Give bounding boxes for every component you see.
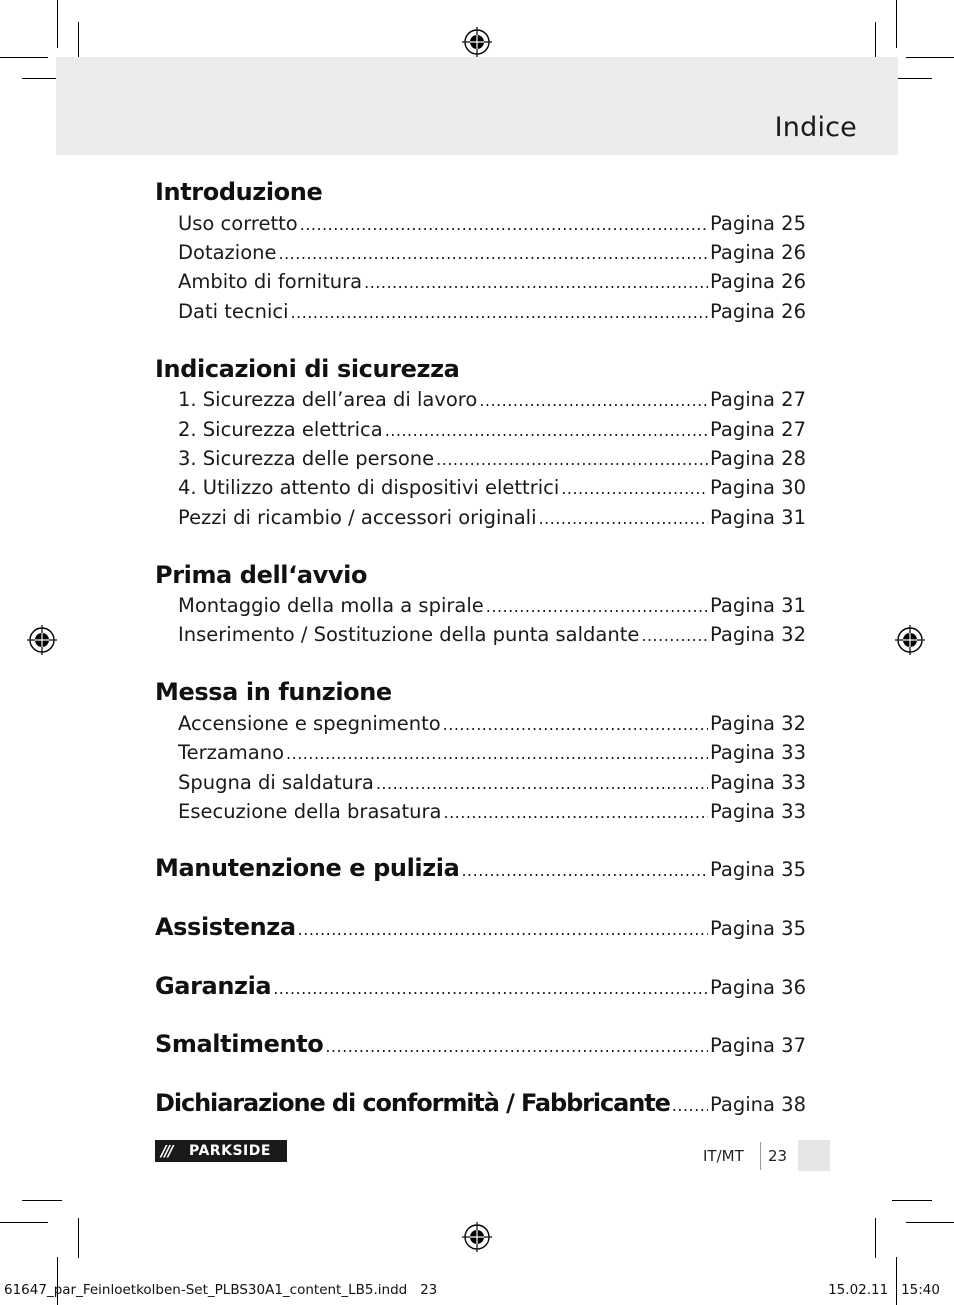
toc-main-entry[interactable] [155,1089,806,1123]
section-title: Indicazioni di sicurezza [155,355,460,383]
registration-mark-icon [895,625,925,655]
toc-entry-page: Pagina 32 [710,623,806,646]
toc-main-entry-label: Assistenza [155,913,296,941]
toc-entry-label: 1. Sicurezza dell’area di lavoro [178,388,478,411]
crop-mark [892,1200,932,1201]
toc-entry-label: Spugna di saldatura [178,771,374,794]
toc-main-entry-label: Dichiarazione di conformità / Fabbricante [155,1089,670,1117]
header-band [56,57,898,155]
toc-entry-page: Pagina 26 [710,270,806,293]
toc-entry[interactable] [178,388,806,414]
crop-mark [875,22,876,62]
section-title: Introduzione [155,178,323,206]
crop-mark [906,57,954,58]
section-title: Prima dell‘avvio [155,561,368,589]
print-slug-file: 61647_par_Feinloetkolben-Set_PLBS30A1_content_LB5.indd 23 [4,1282,438,1298]
toc-entry[interactable] [178,771,806,797]
toc-entry[interactable] [178,623,806,649]
toc-entry[interactable] [178,447,806,473]
toc-entry-page: Pagina 30 [710,476,806,499]
toc-main-entry-page: Pagina 37 [710,1034,806,1057]
toc-entry[interactable] [178,476,806,502]
toc-entry[interactable] [178,212,806,238]
toc-entry-label: Accensione e spegnimento [178,712,441,735]
toc-entry[interactable] [178,741,806,767]
section-title: Messa in funzione [155,678,392,706]
page-number: 23 [768,1147,788,1165]
toc-entry-label: 4. Utilizzo attento di dispositivi elettrici [178,476,560,499]
crop-mark [896,0,897,48]
toc-entry-label: Esecuzione della brasatura [178,800,442,823]
toc-entry-label: Pezzi di ricambio / accessori originali [178,506,537,529]
toc-entry-page: Pagina 33 [710,800,806,823]
toc-entry-label: Dati tecnici [178,300,289,323]
toc-entry-page: Pagina 31 [710,594,806,617]
toc-entry[interactable] [178,594,806,620]
crop-mark [78,1218,79,1258]
toc-entry-page: Pagina 33 [710,741,806,764]
toc-main-entry[interactable] [155,854,806,888]
toc-main-entry-label: Smaltimento [155,1030,324,1058]
toc-entry-page: Pagina 31 [710,506,806,529]
toc-entry-label: Montaggio della molla a spirale [178,594,484,617]
toc-main-entry-page: Pagina 36 [710,976,806,999]
toc-main-entry-label: Manutenzione e pulizia [155,854,460,882]
toc-main-entry[interactable] [155,913,806,947]
toc-main-entry[interactable] [155,1030,806,1064]
crop-mark [906,1222,954,1223]
toc-main-entry-page: Pagina 35 [710,917,806,940]
parkside-logo [155,1140,287,1162]
toc-entry-page: Pagina 27 [710,388,806,411]
toc-main-entry[interactable] [155,972,806,1006]
crop-mark [22,1200,62,1201]
toc-entry-page: Pagina 25 [710,212,806,235]
crop-mark [0,1222,48,1223]
toc-entry-label: 3. Sicurezza delle persone [178,447,435,470]
page-title: Indice [774,112,857,143]
toc-entry-label: Ambito di fornitura [178,270,363,293]
toc-entry-page: Pagina 26 [710,241,806,264]
toc-main-entry-page: Pagina 35 [710,858,806,881]
registration-mark-icon [27,625,57,655]
toc-entry[interactable] [178,800,806,826]
toc-entry[interactable] [178,241,806,267]
toc-entry-page: Pagina 26 [710,300,806,323]
crop-mark [0,57,48,58]
crop-mark [78,22,79,62]
toc-entry[interactable] [178,270,806,296]
registration-mark-icon [462,27,492,57]
logo-slashes: /// [161,1142,172,1160]
toc-main-entry-page: Pagina 38 [710,1093,806,1116]
toc-entry-page: Pagina 33 [710,771,806,794]
footer-divider [760,1142,761,1170]
toc-entry-label: Dotazione [178,241,277,264]
toc-entry[interactable] [178,712,806,738]
toc-entry[interactable] [178,506,806,532]
logo-name: PARKSIDE [189,1143,271,1159]
toc-entry-label: Uso corretto [178,212,298,235]
toc-entry[interactable] [178,300,806,326]
registration-mark-icon [462,1222,492,1252]
crop-mark [57,0,58,48]
toc-entry-page: Pagina 27 [710,418,806,441]
toc-entry[interactable] [178,418,806,444]
toc-entry-label: 2. Sicurezza elettrica [178,418,383,441]
toc-entry-page: Pagina 32 [710,712,806,735]
crop-mark [892,78,932,79]
print-slug-datetime: 15.02.11 15:40 [828,1282,940,1298]
crop-mark [875,1218,876,1258]
toc-entry-page: Pagina 28 [710,447,806,470]
toc-main-entry-label: Garanzia [155,972,272,1000]
toc-entry-label: Inserimento / Sostituzione della punta saldante [178,623,640,646]
page-tab-box [798,1140,830,1171]
language-code: IT/MT [703,1147,744,1165]
toc-entry-label: Terzamano [178,741,285,764]
